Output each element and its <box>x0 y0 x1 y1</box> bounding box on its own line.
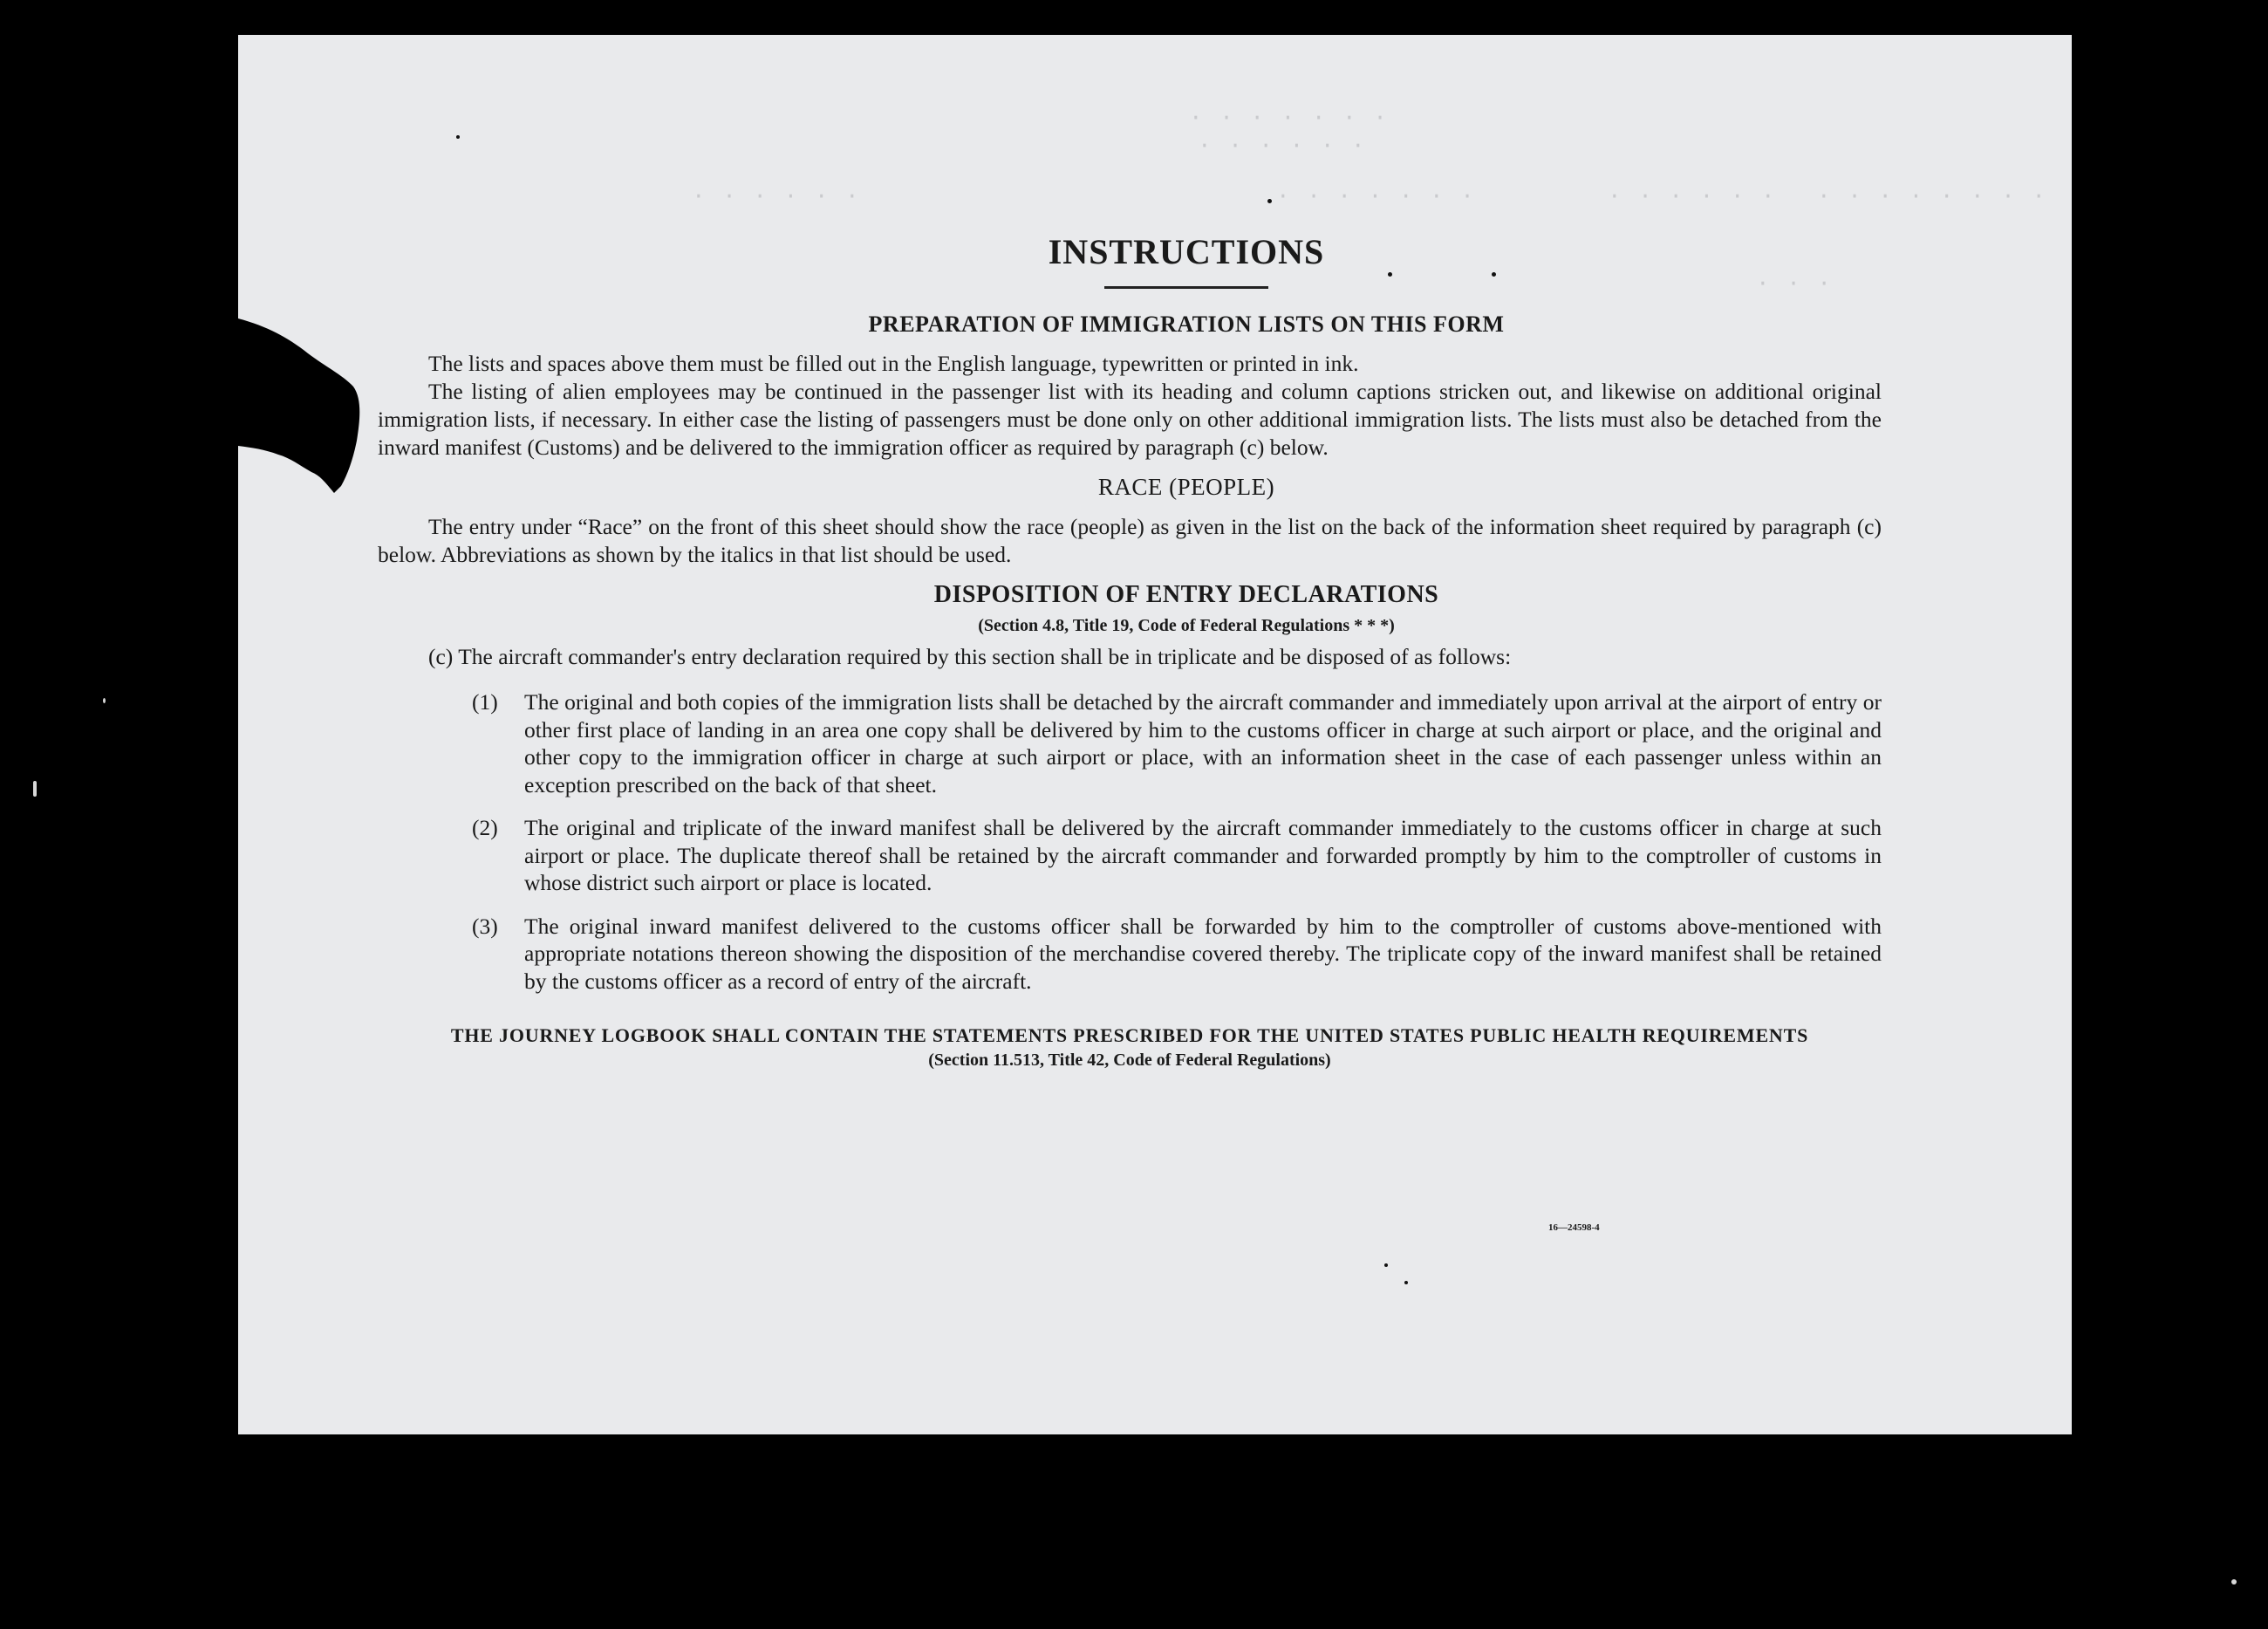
item-number: (1) <box>472 689 498 715</box>
show-through-marks: · · · · · · · <box>1276 183 1476 209</box>
border-speck <box>33 781 37 797</box>
item-text: The original and both copies of the immigration lists shall be detached by the aircraft commander and immediately upon arrival at the airport of entry or other first place of landing in an area one copy shall be delivered by him to the customs officer in charge at such airport or place, and the original and other copy to the immigration officer in charge at such airport or place, with an information sheet in the case of each passenger unless within an exception prescribed on the back of that sheet. <box>524 689 1882 797</box>
preparation-paragraph-1: The lists and spaces above them must be filled out in the English language, typewritten or printed in ink. <box>428 351 1359 376</box>
disposition-heading: DISPOSITION OF ENTRY DECLARATIONS <box>933 581 1439 608</box>
show-through-marks: · · · · · · <box>1608 183 1777 209</box>
form-number: 16—24598-4 <box>1548 1222 1600 1233</box>
race-heading: RACE (PEOPLE) <box>1097 474 1275 500</box>
show-through-marks: · · · <box>1756 270 1834 297</box>
health-requirements-citation: (Section 11.513, Title 42, Code of Federal Regulations) <box>928 1051 1331 1070</box>
show-through-marks: · · · · · · · · <box>1817 183 2048 209</box>
preparation-heading: PREPARATION OF IMMIGRATION LISTS ON THIS FORM <box>868 311 1505 337</box>
health-requirements-statement: THE JOURNEY LOGBOOK SHALL CONTAIN THE STATEMENTS PRESCRIBED FOR THE UNITED STATES PUBLIC HEALTH REQUIREMENTS <box>450 1024 1809 1046</box>
disposition-item-3 <box>472 913 1882 996</box>
torn-edge <box>238 318 369 493</box>
item-number: (3) <box>472 913 498 939</box>
document-page <box>238 35 2072 1434</box>
page-speck <box>456 135 460 139</box>
instructions-body <box>378 231 1882 1071</box>
disposition-intro: (c) The aircraft commander's entry declaration required by this section shall be in triplicate and be disposed of as follows: <box>428 644 1512 669</box>
title-rule <box>1104 286 1268 289</box>
preparation-paragraph-2: The listing of alien employees may be continued in the passenger list with its heading and column captions stricken out, and likewise on additional original immigration lists, if necessary. In either case the listing of passengers must be done only on other additional immigration lists. The lists must also be detached from the inward manifest (Customs) and be delivered to the immigration officer as required by paragraph (c) below. <box>378 379 1882 460</box>
page-title: INSTRUCTIONS <box>1048 232 1325 271</box>
border-speck <box>103 698 106 703</box>
item-text: The original and triplicate of the inward manifest shall be delivered by the aircraft commander immediately to the customs officer in charge at such airport or place. The duplicate thereof shall be retained by the aircraft commander and forwarded promptly by him to the comptroller of customs in whose district such airport or place is located. <box>524 815 1882 895</box>
border-speck <box>2231 1579 2237 1585</box>
item-text: The original inward manifest delivered to the customs officer shall be forwarded by him to the comptroller of customs above-mentioned with appropriate notations thereon showing the disposition of the merchandise covered thereby. The triplicate copy of the inward manifest shall be retained by the customs officer as a record of entry of the aircraft. <box>524 913 1882 994</box>
show-through-marks: · · · · · · <box>1198 133 1367 159</box>
show-through-marks: · · · · · · <box>692 183 861 209</box>
page-speck <box>1404 1281 1408 1284</box>
page-speck <box>1267 199 1272 203</box>
race-paragraph: The entry under “Race” on the front of this sheet should show the race (people) as given in the list on the back of the information sheet required by paragraph (c) below. Abbreviations as shown by the italics in that list should be used. <box>378 514 1882 567</box>
show-through-marks: · · · · · · · <box>1189 105 1389 131</box>
page-speck <box>1384 1263 1388 1267</box>
disposition-item-1 <box>472 688 1882 798</box>
disposition-item-2 <box>472 814 1882 897</box>
item-number: (2) <box>472 815 498 840</box>
disposition-citation: (Section 4.8, Title 19, Code of Federal Regulations * * *) <box>978 616 1395 635</box>
